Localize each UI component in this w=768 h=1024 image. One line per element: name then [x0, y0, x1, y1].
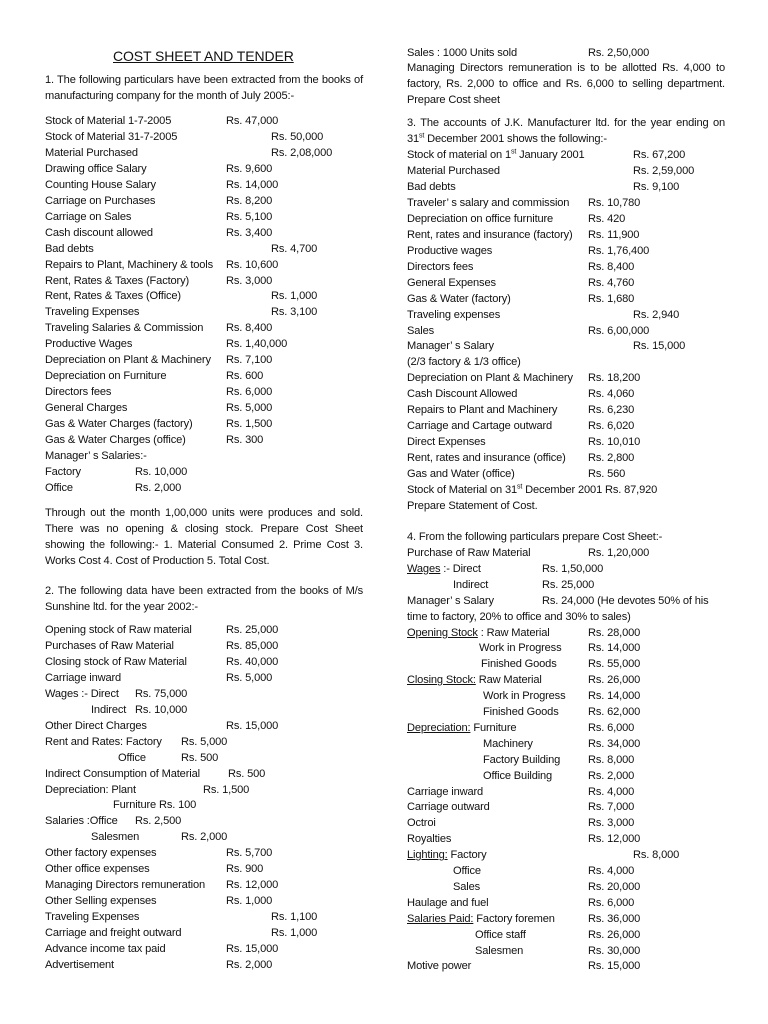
q2-item-amount: Rs. 1,500 — [203, 783, 250, 796]
q2-item-amount: Rs. 5,000 — [181, 735, 228, 748]
q3-item-amount: Rs. 2,59,000 — [633, 165, 695, 177]
q2-item-label: Other office expenses — [45, 863, 150, 876]
q3-item-amount: Rs. 4,060 — [588, 388, 635, 401]
q1-item-label: Depreciation on Furniture — [45, 370, 167, 383]
q4-item-label: Motive power — [407, 960, 472, 973]
q1-item-amount: Rs. 8,200 — [226, 194, 273, 207]
q1-item-label: Bad debts — [45, 242, 94, 255]
q4-item-amount: Rs. 30,000 — [588, 944, 641, 957]
q4-item-amount: Rs. 20,000 — [588, 880, 641, 893]
q1-item-label: Rent, Rates & Taxes (Factory) — [45, 274, 190, 287]
q2-item-amount: Rs. 1,100 — [271, 911, 318, 924]
q3-item-amount: Rs. 1,76,400 — [588, 244, 650, 257]
q2-item-amount: Rs. 900 — [226, 863, 264, 876]
q3-item-label: Manager’ s Salary — [407, 340, 494, 353]
q4-item-sublabel: Raw Material — [475, 674, 542, 687]
q2-sales-label: Sales : 1000 Units sold — [407, 47, 518, 59]
q1-item-amount: Rs. 47,000 — [226, 115, 279, 127]
q4-item-sublabel: Factory foremen — [473, 912, 555, 925]
q4-item-label: Opening Stock — [407, 626, 478, 639]
q2-item-label: Traveling Expenses — [45, 911, 140, 924]
q3-item-label: Bad debts — [407, 180, 456, 193]
q3-item-label: Rent, rates and insurance (office) — [407, 452, 566, 465]
q3-item-label: Traveling expenses — [407, 308, 501, 321]
q2-item-amount: Rs. 1,000 — [271, 927, 318, 940]
q3-item-label: Depreciation on office furniture — [407, 212, 554, 225]
q1-item-label: Gas & Water Charges (office) — [45, 434, 186, 446]
q1-item-label: Carriage on Purchases — [45, 194, 156, 207]
q4-item-label: Depreciation: — [407, 721, 471, 734]
q3-item-label: Directors fees — [407, 260, 474, 273]
q3-item-label: Cash Discount Allowed — [407, 388, 518, 401]
q2-item-amount: Rs. 2,500 — [135, 815, 182, 828]
q3-item-label: General Expenses — [407, 276, 496, 289]
q1-item-amount: Rs. 6,000 — [226, 386, 273, 399]
q4-item-amount: Rs. 28,000 — [588, 626, 641, 639]
q4-item-label: Octroi — [407, 817, 436, 830]
q4-item-amount: Rs. 62,000 — [588, 706, 641, 718]
q1-item-label: Repairs to Plant, Machinery & tools — [45, 258, 214, 271]
q4-item-sublabel: Factory — [447, 849, 487, 862]
q4-item-label: Purchase of Raw Material — [407, 547, 531, 559]
q2-item-label: Closing stock of Raw Material — [45, 655, 187, 668]
q4-item-heading — [407, 562, 481, 576]
q4-item-label: Factory Building — [483, 753, 561, 766]
q4-item-label: Office staff — [475, 928, 526, 941]
q3-item-amount: Rs. 10,780 — [588, 196, 641, 209]
q3-item-amount: Rs. 560 — [588, 468, 626, 481]
q3-item-amount: Rs. 4,760 — [588, 276, 635, 289]
q3-item-amount: Rs. 2,940 — [633, 308, 680, 321]
q2-item-label: Other factory expenses — [45, 847, 157, 860]
q2-item-label: Carriage inward — [45, 671, 122, 684]
q4-item-heading — [407, 673, 542, 687]
q2-item-label: Purchases of Raw Material — [45, 639, 174, 652]
q2-item-label: Other Selling expenses — [45, 895, 157, 908]
q1-item-label: Stock of Material 1-7-2005 — [45, 115, 172, 127]
q4-item-sublabel: :- Direct — [440, 562, 481, 575]
q2-item-label: Carriage and freight outward — [45, 927, 182, 940]
q3-item-amount: Rs. 10,010 — [588, 436, 641, 449]
q4-item-amount: Rs. 25,000 — [542, 578, 595, 591]
q1-item-amount: Rs. 10,600 — [226, 258, 279, 271]
q3-item-label: Direct Expenses — [407, 436, 486, 449]
q4-item-amount: Rs. 2,000 — [588, 769, 635, 782]
q3-item-label: Material Purchased — [407, 165, 500, 177]
q2-item-amount: Rs. 15,000 — [226, 943, 279, 955]
q1-item-amount: Rs. 50,000 — [271, 130, 324, 143]
q2-item-amount: Rs. 2,000 — [181, 831, 228, 844]
q1-item-label: Traveling Expenses — [45, 306, 140, 319]
q1-item-amount: Rs. 1,40,000 — [226, 338, 288, 351]
q4-item-label: Salaries Paid: — [407, 912, 474, 925]
q3-item-amount: Rs. 18,200 — [588, 372, 641, 385]
q3-item-label: Gas & Water (factory) — [407, 292, 511, 305]
q3-item-amount: Rs. 2,800 — [588, 452, 635, 465]
q3-opening-stock-label: Stock of material on 1st January 2001 — [407, 148, 585, 161]
q4-item-heading — [407, 721, 516, 735]
q2-item-label: Depreciation: Plant — [45, 783, 136, 796]
q4-item-label: Lighting: — [407, 849, 448, 862]
q2-item-label: Indirect Consumption of Material — [45, 767, 200, 780]
q2-item-amount: Rs. 85,000 — [226, 639, 279, 652]
q3-item-label: Traveler’ s salary and commission — [407, 196, 570, 209]
q3-item-amount: Rs. 11,900 — [588, 228, 640, 241]
q4-item-heading — [407, 848, 486, 862]
q2-remuneration-note: Managing Directors remuneration is to be allotted Rs. 4,000 to factory, Rs. 2,000 to office and Rs. 6,000 to selling department. Prepare Cost sheet — [407, 62, 725, 106]
q1-item-label: Carriage on Sales — [45, 210, 132, 223]
q1-instructions: Through out the month 1,00,000 units were produces and sold. There was no opening & closing stock. Prepare Cost Sheet showing the following:- 1. Material Consumed 2. Prime Cost 3. Works Cost 4. Cost of Production 5. Total Cost. — [45, 507, 363, 567]
q2-item-amount: Rs. 5,700 — [226, 847, 273, 860]
q2-item-label: Other Direct Charges — [45, 719, 147, 732]
q2-item-label: Wages :- Direct — [45, 687, 119, 700]
q4-item-label: Royalties — [407, 833, 452, 846]
q4-item-label: Finished Goods — [481, 658, 557, 671]
q2-item-label: Advance income tax paid — [45, 943, 166, 955]
q3-item-amount: Rs. 15,000 — [633, 340, 686, 353]
q1-item-label: Material Purchased — [45, 146, 138, 159]
q2-item-amount: Rs. 5,000 — [226, 671, 273, 684]
q3-intro: 3. The accounts of J.K. Manufacturer ltd. for the year ending on 31st December 2001 shows the following:- — [407, 117, 725, 145]
q4-item-label: Work in Progress — [479, 642, 562, 655]
q4-item-amount: Rs. 24,000 (He devotes 50% of his — [542, 594, 709, 607]
q1-item-label: Directors fees — [45, 386, 112, 399]
q4-item-amount: Rs. 8,000 — [588, 753, 635, 766]
q4-item-amount: Rs. 15,000 — [588, 960, 641, 973]
q1-item-label: Manager’ s Salaries:- — [45, 449, 147, 462]
q3-item-label: Repairs to Plant and Machinery — [407, 404, 558, 417]
q1-item-amount: Rs. 5,100 — [226, 210, 273, 223]
q4-item-amount: Rs. 6,000 — [588, 896, 635, 909]
q1-item-label: Counting House Salary — [45, 178, 156, 191]
q2-item-amount: Rs. 12,000 — [226, 879, 279, 892]
q3-item-label: Depreciation on Plant & Machinery — [407, 372, 573, 385]
q4-item-amount: Rs. 14,000 — [588, 642, 641, 655]
q1-item-label: Productive Wages — [45, 338, 133, 351]
q1-item-amount: Rs. 1,000 — [271, 290, 318, 303]
q2-item-label: Rent and Rates: Factory — [45, 735, 162, 748]
q4-item-amount: Rs. 4,000 — [588, 785, 635, 798]
q1-item-label: Depreciation on Plant & Machinery — [45, 354, 211, 367]
q4-item-label: Manager’ s Salary — [407, 594, 494, 607]
q1-item-amount: Rs. 9,600 — [226, 162, 273, 175]
q4-item-amount: Rs. 34,000 — [588, 737, 641, 750]
q1-item-label: Gas & Water Charges (factory) — [45, 418, 193, 431]
q2-item-label: Salesmen — [91, 831, 140, 844]
q2-sales-value: Rs. 2,50,000 — [588, 47, 650, 59]
q4-item-amount: Rs. 1,50,000 — [542, 562, 604, 575]
q3-item-label: Carriage and Cartage outward — [407, 420, 553, 433]
q4-item-label: Haulage and fuel — [407, 896, 489, 909]
q2-item-amount: Rs. 15,000 — [226, 719, 279, 732]
document-title: COST SHEET AND TENDER — [113, 48, 294, 64]
q3-item-amount: Rs. 6,020 — [588, 420, 635, 433]
q4-item-amount: Rs. 36,000 — [588, 912, 641, 925]
q4-item-label: Office Building — [483, 769, 553, 782]
q2-item-amount: Rs. 1,000 — [226, 895, 273, 908]
q1-manager-amount: Rs. 2,000 — [135, 481, 182, 494]
q1-item-amount: Rs. 8,400 — [226, 322, 273, 335]
q3-item-label: Rent, rates and insurance (factory) — [407, 228, 573, 241]
q2-item-label: Opening stock of Raw material — [45, 624, 192, 636]
q1-intro: 1. The following particulars have been extracted from the books of manufacturing company for the month of July 2005:- — [45, 74, 363, 102]
q4-item-amount: Rs. 1,20,000 — [588, 547, 650, 559]
q1-item-label: Traveling Salaries & Commission — [45, 322, 204, 335]
q4-item-amount: Rs. 3,000 — [588, 817, 635, 830]
q2-item-amount: Rs. 40,000 — [226, 655, 279, 668]
q1-item-amount: Rs. 4,700 — [271, 242, 318, 255]
q1-item-amount: Rs. 3,100 — [271, 306, 318, 319]
q3-item-label: (2/3 factory & 1/3 office) — [407, 356, 521, 369]
q2-item-amount: Rs. 10,000 — [135, 703, 188, 716]
q2-intro: 2. The following data have been extracted from the books of M/s Sunshine ltd. for the year 2002:- — [45, 585, 363, 613]
q1-item-amount: Rs. 14,000 — [226, 178, 279, 191]
q2-item-label: Salaries :Office — [45, 815, 118, 828]
q4-item-sublabel: Furniture — [470, 721, 517, 734]
q2-item-amount: Rs. 500 — [181, 751, 219, 764]
q2-item-label: Furniture Rs. 100 — [113, 799, 197, 812]
q4-item-sublabel: : Raw Material — [477, 626, 550, 639]
q1-item-label: General Charges — [45, 402, 128, 415]
q2-item-amount: Rs. 25,000 — [226, 624, 279, 636]
q2-item-label: Advertisement — [45, 958, 114, 971]
q2-item-label: Indirect — [91, 703, 127, 716]
q2-item-amount: Rs. 75,000 — [135, 687, 188, 700]
q2-item-label: Managing Directors remuneration — [45, 879, 205, 892]
q4-item-label: Work in Progress — [483, 690, 566, 703]
q1-item-amount: Rs. 2,08,000 — [271, 146, 333, 159]
q4-item-label: Finished Goods — [483, 706, 559, 718]
document-page: COST SHEET AND TENDER 1. The following particulars have been extracted from the books of manufacturing company for the month of July 2005:- Stock of Material 1-7-2005 Rs. 47,000 Stock of Material 31-7-2005 Rs. 50,000 Material Purchased Rs. 2,08,000 Drawing office Salary Rs. 9,600 Counting House Salary Rs. 14,000 Carriage on Purchases Rs. 8,200 Carriage on Sales Rs. 5,100 Cash discount allowed Rs. 3,400 Bad debts Rs. 4,700 Repairs to Plant, Machinery & tools Rs. 10,600 Rent, Rates & Taxes (Factory) Rs. 3,000 Rent, Rates & Taxes (Office) Rs. 1,000 Traveling Expenses Rs. 3,100 Traveling Salaries & Commission Rs. 8,400 Productive Wages Rs. 1,40,000 Depreciation on Plant & Machinery Rs. 7,100 Depreciation on Furniture Rs. 600 Directors fees Rs. 6,000 General Charges Rs. 5,000 Gas & Water Charges (factory) Rs. 1,500 Gas & Water Charges (office) Rs. 300 Manager’ s Salaries:- Factory Rs. 10,000 Office Rs. 2,000 Through out the month 1,00,000 units were produces and sold. There was no opening & closing stock. Prepare Cost Sheet showing the following:- 1. Material Consumed 2. Prime Cost 3. Works Cost 4. Cost of Production 5. Total Cost. 2. The following data have been extracted from the books of M/s Sunshine ltd. for the year 2002:- Opening stock of Raw material Rs. 25,000 Purchases of Raw Material Rs. 85,000 Closing stock of Raw Material Rs. 40,000 Carriage inward Rs. 5,000 Wages :- Direct Rs. 75,000 Indirect Rs. 10,000 Other Direct Charges Rs. 15,000 Rent and Rates: Factory Rs. 5,000 Office Rs. 500 Indirect Consumption of Material Rs. 500 Depreciation: Plant Rs. 1,500 Furniture Rs. 100 Salaries :Office Rs. 2,500 Salesmen Rs. 2,000 Other factory expenses Rs. 5,700 Other office expenses Rs. 900 Managing Directors remuneration Rs. 12,000 Other Selling expenses Rs. 1,000 Traveling Expenses Rs. 1,100 Carriage and freight outward Rs. 1,000 Advance income tax paid Rs. 15,000 Advertisement Rs. 2,000 Sales : 1000 Units sold Rs. 2,50,000 Managing Directors remuneration is to be allotted Rs. 4,000 to factory, Rs. 2,000 to office and Rs. 6,000 to selling department. Prepare Cost sheet 3. The accounts of J.K. Manufacturer ltd. for the year ending on 31st December 2001 shows the following:- Stock of material on 1st January 2001 Rs. 67,200 Material Purchased Rs. 2,59,000 Bad debts Rs. 9,100 Traveler’ s salary and commission Rs. 10,780 Depreciation on office furniture Rs. 420 Rent, rates and insurance (factory) Rs. 11,900 Productive wages Rs. 1,76,400 Directors fees Rs. 8,400 General Expenses Rs. 4,760 Gas & Water (factory) Rs. 1,680 Traveling expenses Rs. 2,940 Sales Rs. 6,00,000 Manager’ s Salary Rs. 15,000 (2/3 factory & 1/3 office) Depreciation on Plant & Machinery Rs. 18,200 Cash Discount Allowed Rs. 4,060 Repairs to Plant and Machinery Rs. 6,230 Carriage and Cartage outward Rs. 6,020 Direct Expenses Rs. 10,010 Rent, rates and insurance (office) Rs. 2,800 Gas and Water (office) Rs. 560 Stock of Material on 31st December 2001 Rs. 87,920 Prepare Statement of Cost. 4. From the following particulars prepare Cost Sheet:- Purchase of Raw Material Rs. 1,20,000 Wages :- Direct Rs. 1,50,000 Indirect Rs. 25,000 Manager’ s Salary Rs. 24,000 (He devotes 50% of his time to factory, 20% to office and 30% to sales) Opening Stock : Raw Material Rs. 28,000 Work in Progress Rs. 14,000 Finished Goods Rs. 55,000 Closing Stock: Raw Material Rs. 26,000 Work in Progress Rs. 14,000 Finished Goods Rs. 62,000 Depreciation: Furniture Rs. 6,000 Machinery Rs. 34,000 Factory Building Rs. 8,000 Office Building Rs. 2,000 Carriage inward Rs. 4,000 Carriage outward Rs. 7,000 Octroi Rs. 3,000 Royalties Rs. 12,000 Lighting: Factory Rs. 8,000 Office Rs. 4,000 Sales Rs. 20,000 Haulage and fuel Rs. 6,000 Salaries Paid: Factory foremen Rs. 36,000 Office staff Rs. 26,000 Salesmen Rs. 30,000 Motive power Rs. 15,000 — [45, 47, 725, 973]
q4-item-label: time to factory, 20% to office and 30% to sales) — [407, 610, 631, 623]
q1-item-amount: Rs. 7,100 — [226, 354, 273, 367]
q3-item-amount: Rs. 420 — [588, 212, 626, 225]
q2-item-label: Office — [118, 751, 146, 764]
q4-item-amount: Rs. 12,000 — [588, 833, 641, 846]
q4-item-heading — [407, 626, 550, 640]
q4-item-label: Office — [453, 865, 481, 877]
q1-item-amount: Rs. 3,400 — [226, 226, 273, 239]
q2-item-amount: Rs. 500 — [228, 767, 266, 780]
q4-item-amount: Rs. 26,000 — [588, 674, 641, 687]
q1-item-amount: Rs. 600 — [226, 370, 264, 383]
q4-item-amount: Rs. 4,000 — [588, 865, 635, 877]
q3-item-amount: Rs. 8,400 — [588, 260, 635, 273]
q4-item-amount: Rs. 14,000 — [588, 690, 641, 703]
q4-item-heading — [407, 912, 555, 926]
q4-item-amount: Rs. 6,000 — [588, 721, 635, 734]
q4-item-label: Indirect — [453, 578, 489, 591]
q1-item-amount: Rs. 1,500 — [226, 418, 273, 431]
q3-opening-stock-value: Rs. 67,200 — [633, 149, 686, 161]
q4-item-label: Carriage outward — [407, 801, 490, 814]
q3-item-amount: Rs. 9,100 — [633, 180, 680, 193]
q4-item-amount: Rs. 7,000 — [588, 801, 635, 814]
q3-item-label: Sales — [407, 324, 435, 337]
q1-manager-amount: Rs. 10,000 — [135, 465, 188, 478]
q3-item-amount: Rs. 6,230 — [588, 404, 635, 417]
q1-item-amount: Rs. 300 — [226, 434, 264, 446]
q1-item-label: Cash discount allowed — [45, 226, 153, 239]
q4-item-label: Sales — [453, 880, 481, 893]
q3-item-label: Productive wages — [407, 244, 493, 257]
q1-manager-label: Office — [45, 481, 73, 494]
q4-item-label: Salesmen — [475, 944, 524, 957]
q1-manager-label: Factory — [45, 465, 81, 478]
q3-item-amount: Rs. 6,00,000 — [588, 324, 650, 337]
q1-item-label: Drawing office Salary — [45, 162, 147, 175]
q4-item-amount: Rs. 26,000 — [588, 928, 641, 941]
q1-item-amount: Rs. 3,000 — [226, 274, 273, 287]
q3-item-amount: Rs. 1,680 — [588, 292, 635, 305]
q1-item-amount: Rs. 5,000 — [226, 402, 273, 415]
q4-item-label: Carriage inward — [407, 785, 484, 798]
q4-item-amount: Rs. 55,000 — [588, 658, 641, 671]
q4-item-label: Closing Stock: — [407, 674, 476, 687]
q4-item-label: Wages — [407, 562, 441, 575]
q1-item-label: Rent, Rates & Taxes (Office) — [45, 290, 181, 303]
q4-item-label: Machinery — [483, 737, 533, 750]
q2-item-amount: Rs. 2,000 — [226, 958, 273, 971]
q3-item-label: Gas and Water (office) — [407, 468, 515, 481]
q1-item-label: Stock of Material 31-7-2005 — [45, 130, 178, 143]
q4-item-amount: Rs. 8,000 — [633, 849, 680, 862]
